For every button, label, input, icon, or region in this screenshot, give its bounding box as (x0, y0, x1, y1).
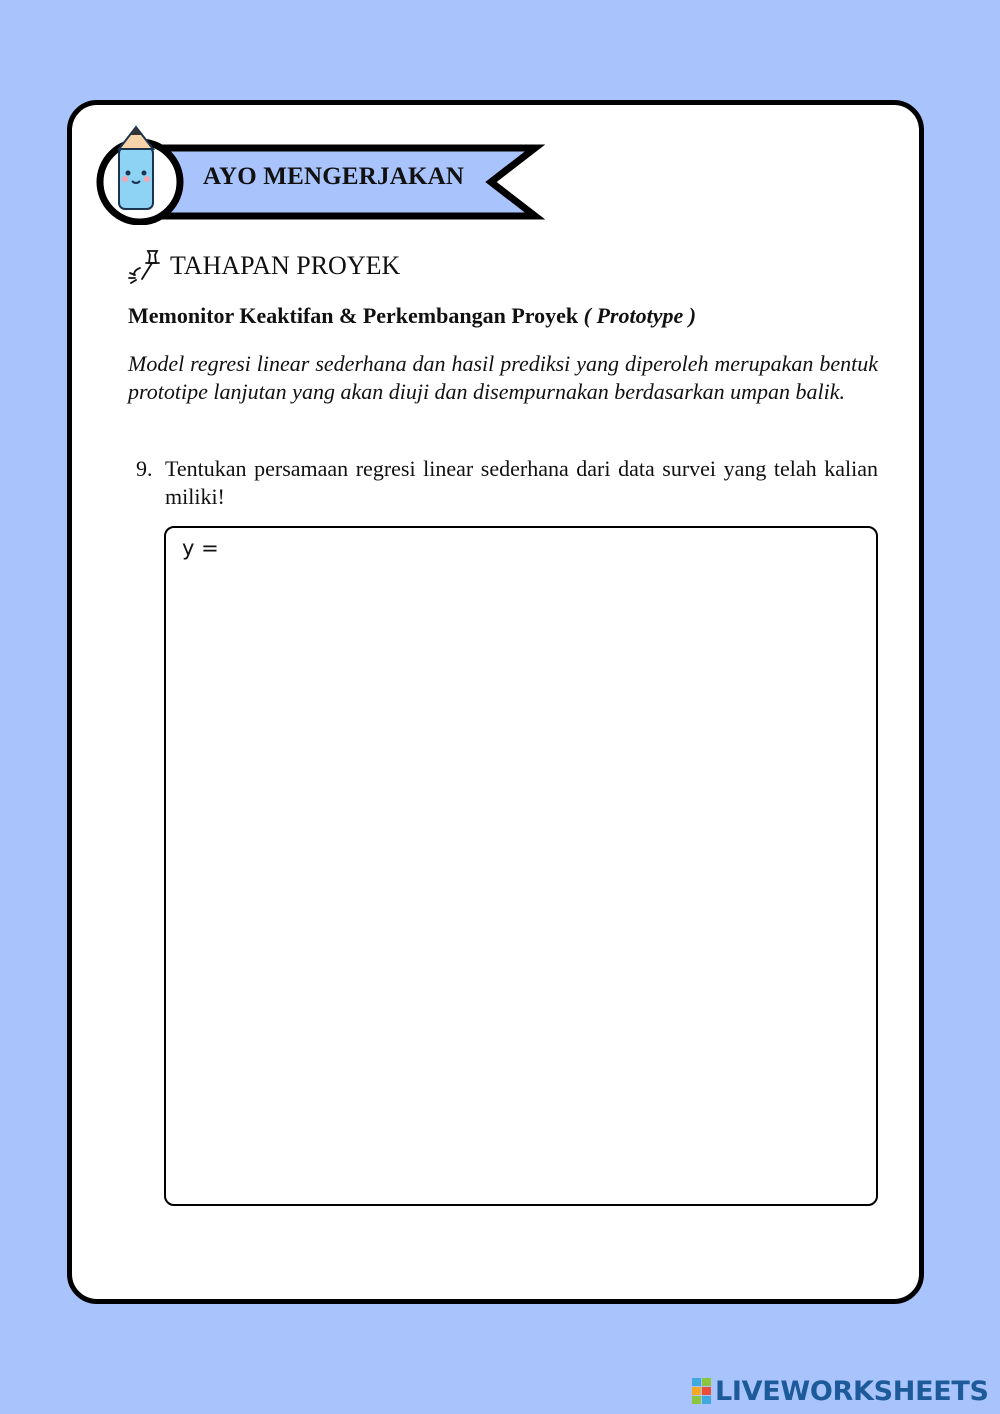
brand-text: LIVEWORKSHEETS (715, 1375, 989, 1407)
subtitle-text: Memonitor Keaktifan & Perkembangan Proyek (128, 303, 579, 328)
answer-prefix: y = (182, 536, 219, 560)
subtitle-italic: ( Prototype ) (583, 303, 697, 328)
question-9 (136, 455, 878, 511)
question-text: Tentukan persamaan regresi linear sederhana dari data survei yang telah kalian miliki! (165, 456, 878, 509)
project-subtitle (128, 301, 696, 331)
description-paragraph: Model regresi linear sederhana dan hasil prediksi yang diperoleh merupakan bentuk prototipe lanjutan yang akan diuji dan disempurnakan berdasarkan umpan balik. (128, 351, 878, 404)
liveworksheets-logo-icon (692, 1378, 712, 1404)
banner-title: AYO MENGERJAKAN (203, 163, 465, 190)
pushpin-icon (126, 246, 164, 284)
answer-input[interactable] (226, 534, 860, 564)
answer-box[interactable] (164, 526, 878, 1206)
liveworksheets-logo (692, 1374, 989, 1408)
section-title: TAHAPAN PROYEK (170, 251, 401, 280)
question-number: 9. (136, 456, 153, 481)
